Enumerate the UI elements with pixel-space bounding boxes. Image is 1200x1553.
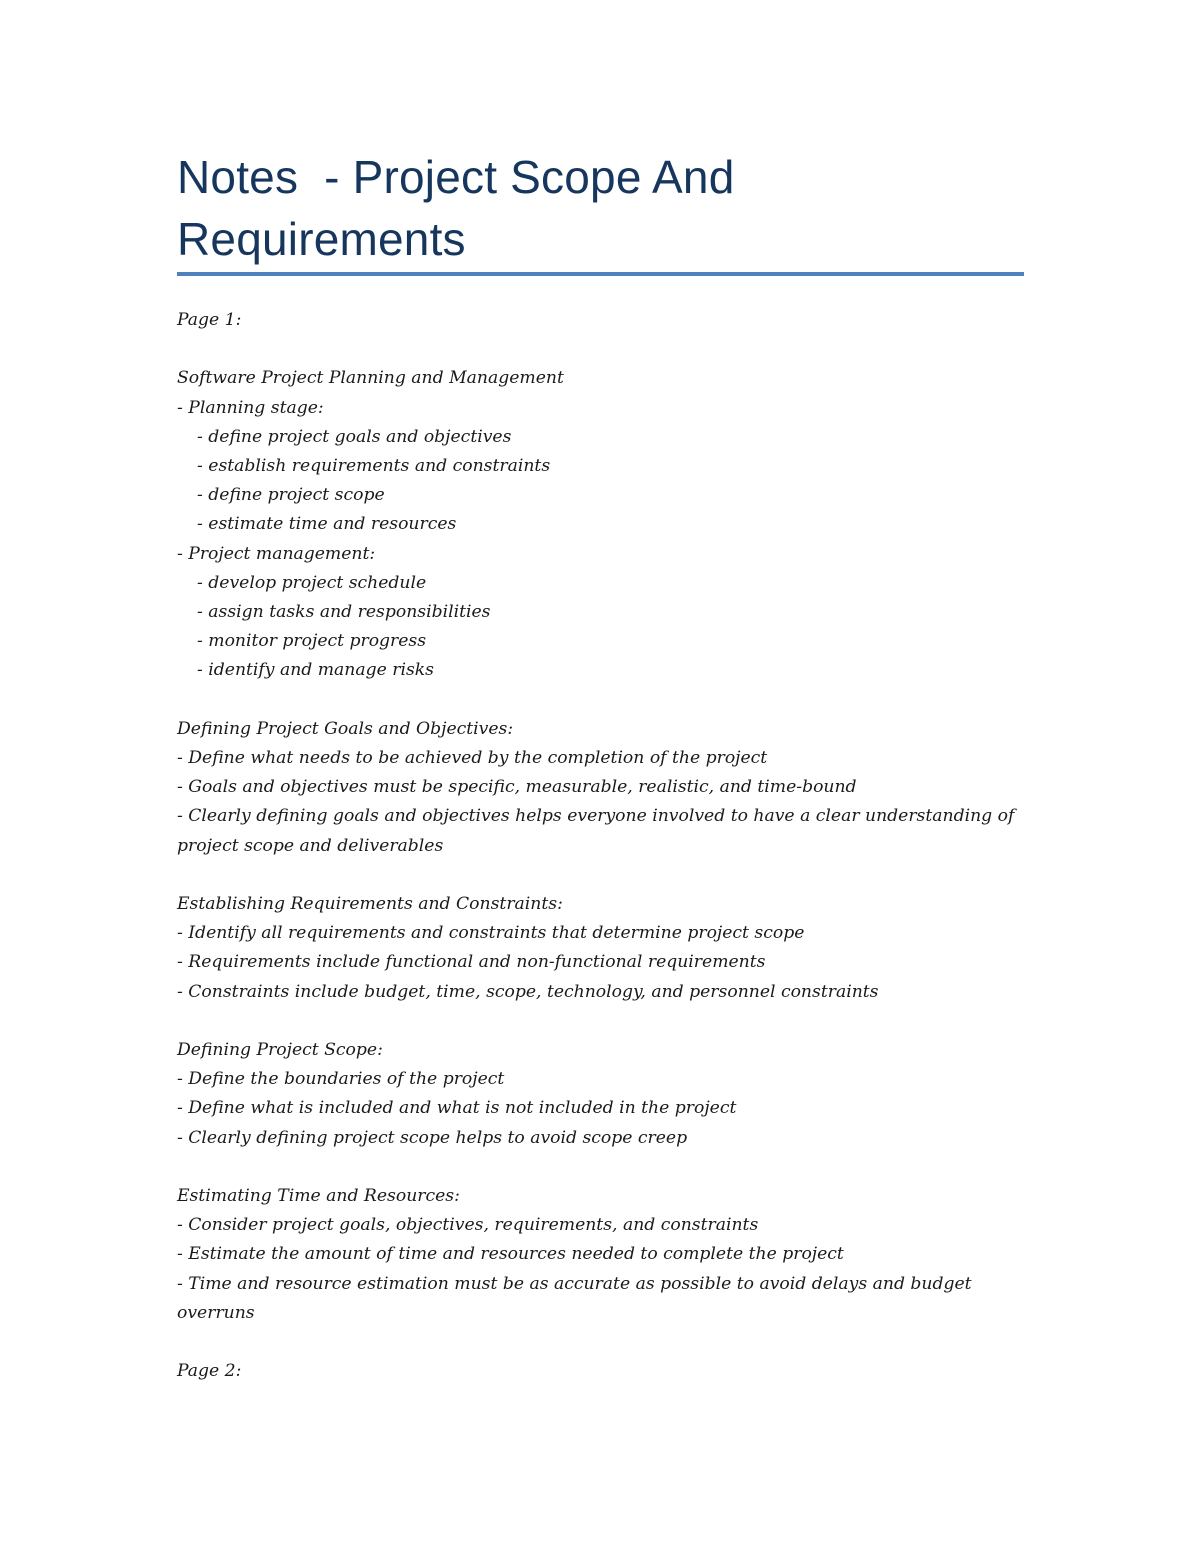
title-underline-rule xyxy=(177,272,1024,276)
list-item: - establish requirements and constraints xyxy=(197,456,551,476)
spacer xyxy=(177,335,1037,364)
page-1-label: Page 1: xyxy=(177,310,242,330)
section-heading-project-scope: Defining Project Scope: xyxy=(177,1040,383,1061)
list-item: - assign tasks and responsibilities xyxy=(197,602,491,623)
list-item: - Define what needs to be achieved by the completion of the project xyxy=(177,748,768,769)
section-heading-planning-management: Software Project Planning and Management xyxy=(177,368,564,389)
list-item: - monitor project progress xyxy=(197,631,427,652)
list-item: - Define what is included and what is not included in the project xyxy=(177,1098,737,1119)
page-2-label: Page 2: xyxy=(177,1361,242,1382)
list-item: - Estimate the amount of time and resources needed to complete the project xyxy=(177,1244,844,1265)
list-item: - Identify all requirements and constraints that determine project scope xyxy=(177,923,805,944)
list-item: - Clearly defining goals and objectives helps everyone involved to have a clear understanding of project scope and deliverables xyxy=(177,806,1015,856)
spacer xyxy=(177,1007,1037,1036)
spacer xyxy=(177,1328,1037,1357)
list-item: - Constraints include budget, time, scope, technology, and personnel constraints xyxy=(177,981,879,1002)
title-block xyxy=(177,146,1027,270)
list-item: - Clearly defining project scope helps to avoid scope creep xyxy=(177,1127,688,1148)
list-item: - develop project schedule xyxy=(197,572,427,593)
list-item: - estimate time and resources xyxy=(197,514,457,535)
list-item: - define project goals and objectives xyxy=(197,426,512,447)
document-title: Notes - Project Scope And Requirements xyxy=(177,151,748,265)
section-heading-requirements-constraints: Establishing Requirements and Constraints: xyxy=(177,894,563,915)
spacer xyxy=(177,686,1037,715)
section-heading-goals-objectives: Defining Project Goals and Objectives: xyxy=(177,718,514,739)
spacer xyxy=(177,1153,1037,1182)
section-heading-time-resources: Estimating Time and Resources: xyxy=(177,1186,460,1207)
document-body xyxy=(177,306,1037,1386)
project-management-label: - Project management: xyxy=(177,543,376,564)
planning-stage-label: - Planning stage: xyxy=(177,397,324,418)
list-item: - identify and manage risks xyxy=(197,660,434,681)
list-item: - Consider project goals, objectives, requirements, and constraints xyxy=(177,1215,759,1236)
list-item: - define project scope xyxy=(197,485,385,506)
list-item: - Define the boundaries of the project xyxy=(177,1069,505,1090)
list-item: - Time and resource estimation must be as accurate as possible to avoid delays and budget overruns xyxy=(177,1273,972,1323)
list-item: - Requirements include functional and non-functional requirements xyxy=(177,952,766,973)
list-item: - Goals and objectives must be specific, measurable, realistic, and time-bound xyxy=(177,777,857,798)
spacer xyxy=(177,861,1037,890)
